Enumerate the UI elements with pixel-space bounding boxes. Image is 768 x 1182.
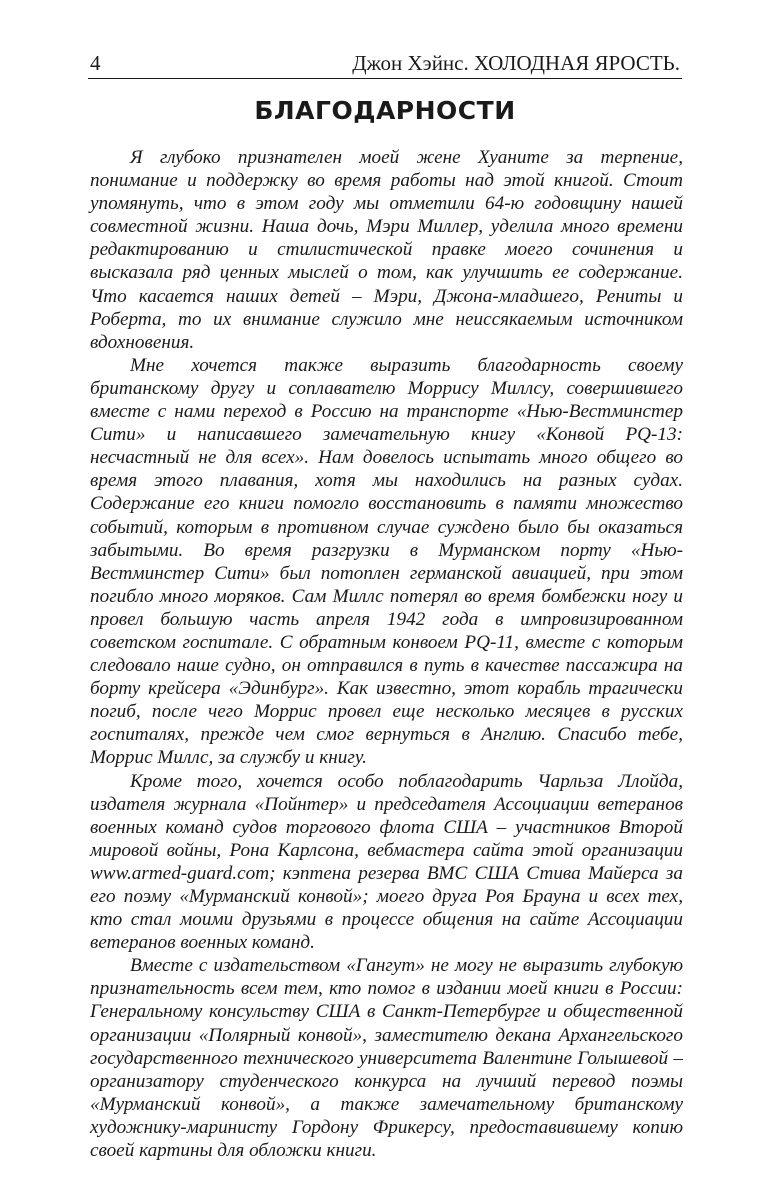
paragraph-morris-mills: Мне хочется также выразить благодарность своему британскому другу и соплавателю Моррису Миллсу, совершившего вместе с нами переход в Россию на транспорте «Нью-Вестминстер Сити» и написавшего замечательную книгу «Конвой PQ-13: несчастный не для всех». Нам довелось испытать много общего во время этого плавания, хотя мы находились на разных судах. Содержание его книги помогло восстановить в памяти множество событий, которым в противном случае суждено было бы оказаться забытыми. Во время разгрузки в Мурманском порту «Нью-Вестминстер Сити» был потоплен германской авиацией, при этом погибло много моряков. Сам Миллс потерял во время бомбежки ногу и провел большую часть апреля 1942 года в импровизированном советском госпитале. С обратным конвоем PQ-11, вместе с которым следовало наше судно, он отправился в путь в качестве пассажира на борту крейсера «Эдинбург». Как известно, этот корабль трагически погиб, после чего Моррис провел еще несколько месяцев в русских госпиталях, прежде чем смог вернуться в Англию. Спасибо тебе, Моррис Миллс, за службу и книгу. [90,354,683,769]
section-title: БЛАГОДАРНОСТИ [254,96,516,125]
header-rule [88,78,682,79]
paragraph-veterans: Кроме того, хочется особо поблагодарить Чарльза Ллойда, издателя журнала «Пойнтер» и председателя Ассоциации ветеранов военных команд судов торгового флота США – участников Второй мировой войны, Рона Карлсона, вебмастера сайта этой организации www.armed-guard.com; кэптена резерва ВМС США Стива Майерса за его поэму «Мурманский конвой»; моего друга Роя Брауна и всех тех, кто стал моими друзьями в процессе общения на сайте Ассоциации ветеранов военных команд. [90,770,683,954]
page-number: 4 [90,51,101,75]
paragraph-publishers: Вместе с издательством «Гангут» не могу не выразить глубокую признательность всем тем, кто помог в издании моей книги в России: Генеральному консульству США в Санкт-Петербурге и общественной организации «Полярный конвой», заместителю декана Архангельского государственного технического университета Валентине Голышевой – организатору студенческого конкурса на лучший перевод поэмы «Мурманский конвой», а также замечательному британскому художнику-маринисту Гордону Фрикерсу, предоставившему копию своей картины для обложки книги. [90,955,683,1162]
running-title: Джон Хэйнс. ХОЛОДНАЯ ЯРОСТЬ. [352,51,680,75]
acknowledgements-text [90,146,683,1162]
paragraph-family: Я глубоко признателен моей жене Хуаните за терпение, понимание и поддержку во время работы над этой книгой. Стоит упомянуть, что в этом году мы отметили 64-ю годовщину нашей совместной жизни. Наша дочь, Мэри Миллер, уделила много времени редактированию и стилистической правке моего сочинения и высказала ряд ценных мыслей о том, как улучшить ее содержание. Что касается наших детей – Мэри, Джона-младшего, Рениты и Роберта, то их внимание служило мне неиссякаемым источником вдохновения. [90,147,683,353]
running-header [90,46,680,76]
